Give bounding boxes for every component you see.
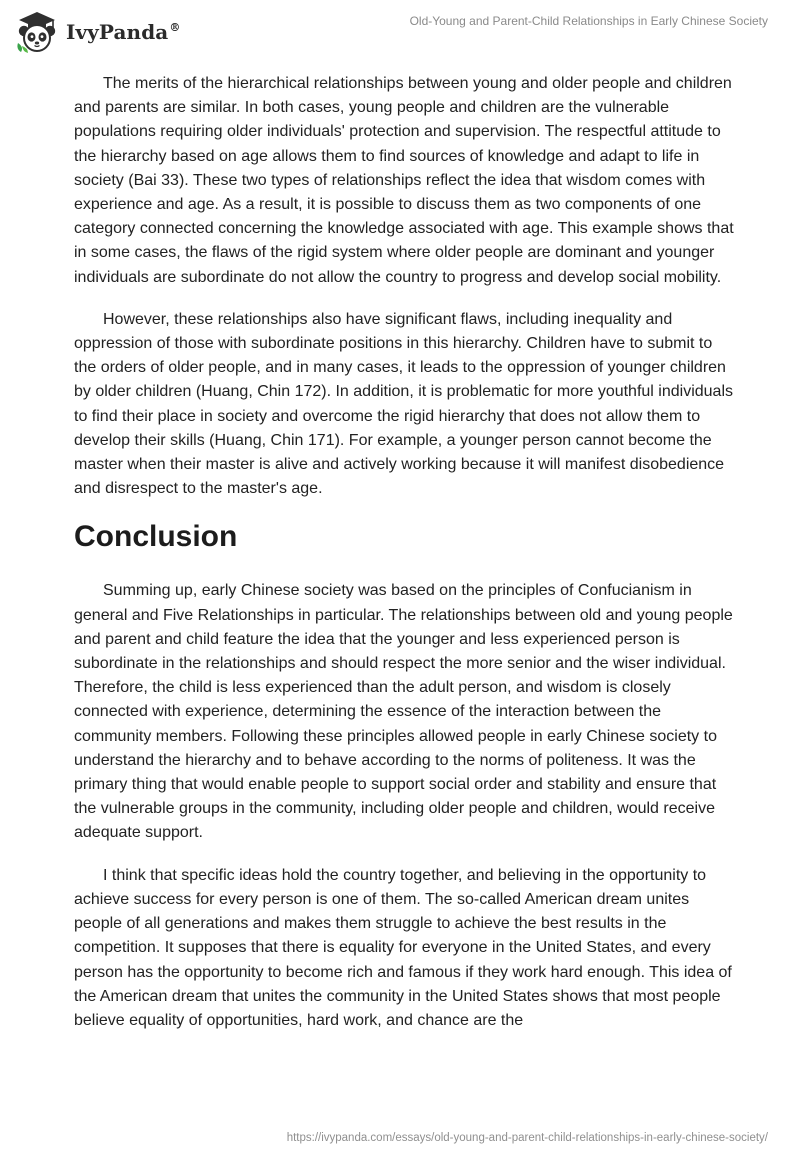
panda-graduate-icon <box>14 9 60 55</box>
paragraph: The merits of the hierarchical relationships between young and older people and children and parents are similar. In both cases, young people and children are the vulnerable populations requiring older individuals' protection and supervision. The respectful attitude to the hierarchy based on age allows them to find sources of knowledge and adapt to life in society (Bai 33). These two types of relationships reflect the idea that wisdom comes with experience and age. As a result, it is possible to discuss them as two components of one category connected concerning the knowledge associated with age. This example shows that in some cases, the flaws of the rigid system where older people are dominant and younger individuals are subordinate do not allow the country to progress and develop social mobility. <box>74 75 734 286</box>
registered-mark: ® <box>169 21 181 35</box>
page-header <box>0 0 800 60</box>
paragraph: I think that specific ideas hold the country together, and believing in the opportunity to achieve success for every person is one of them. The so-called American dream unites people of all generations and makes them struggle to achieve the best results in the competition. It supposes that there is equality for everyone in the United States, and every person has the opportunity to become rich and famous if they work hard enough. This idea of the American dream that unites the community in the United States shows that most people believe equality of opportunities, hard work, and chance are the <box>74 866 732 1029</box>
document-title: Old-Young and Parent-Child Relationships in Early Chinese Society <box>409 14 768 28</box>
ivypanda-logo[interactable] <box>14 9 180 55</box>
essay-content <box>74 72 734 1051</box>
paragraph: Summing up, early Chinese society was based on the principles of Confucianism in general and Five Relationships in particular. The relationships between old and young people and parent and child feature the idea that the younger and less experienced person is subordinate in the relationships and should respect the more senior and the wiser individual. Therefore, the child is less experienced than the adult person, and wisdom is closely connected with experience, determining the essence of the interaction between the community members. Following these principles allowed people in early Chinese society to understand the hierarchy and to behave according to the norms of politeness. It was the primary thing that would enable people to support social order and stability and ensure that the vulnerable groups in the community, including older people and children, would receive adequate support. <box>74 582 733 842</box>
brand-name: IvyPanda® <box>66 20 181 44</box>
section-heading: Conclusion <box>74 520 238 554</box>
paragraph: However, these relationships also have significant flaws, including inequality and oppression of those with subordinate positions in this hierarchy. Children have to submit to the orders of older people, and in many cases, it leads to the oppression of younger children by older children (Huang, Chin 172). In addition, it is problematic for more youthful individuals to find their place in society and overcome the rigid hierarchy that does not allow them to develop their skills (Huang, Chin 171). For example, a younger person cannot become the master when their master is alive and actively working because it will manifest disobedience and disrespect to the master's age. <box>74 310 734 498</box>
source-url[interactable]: https://ivypanda.com/essays/old-young-and-parent-child-relationships-in-early-chinese-society/ <box>286 1132 768 1144</box>
